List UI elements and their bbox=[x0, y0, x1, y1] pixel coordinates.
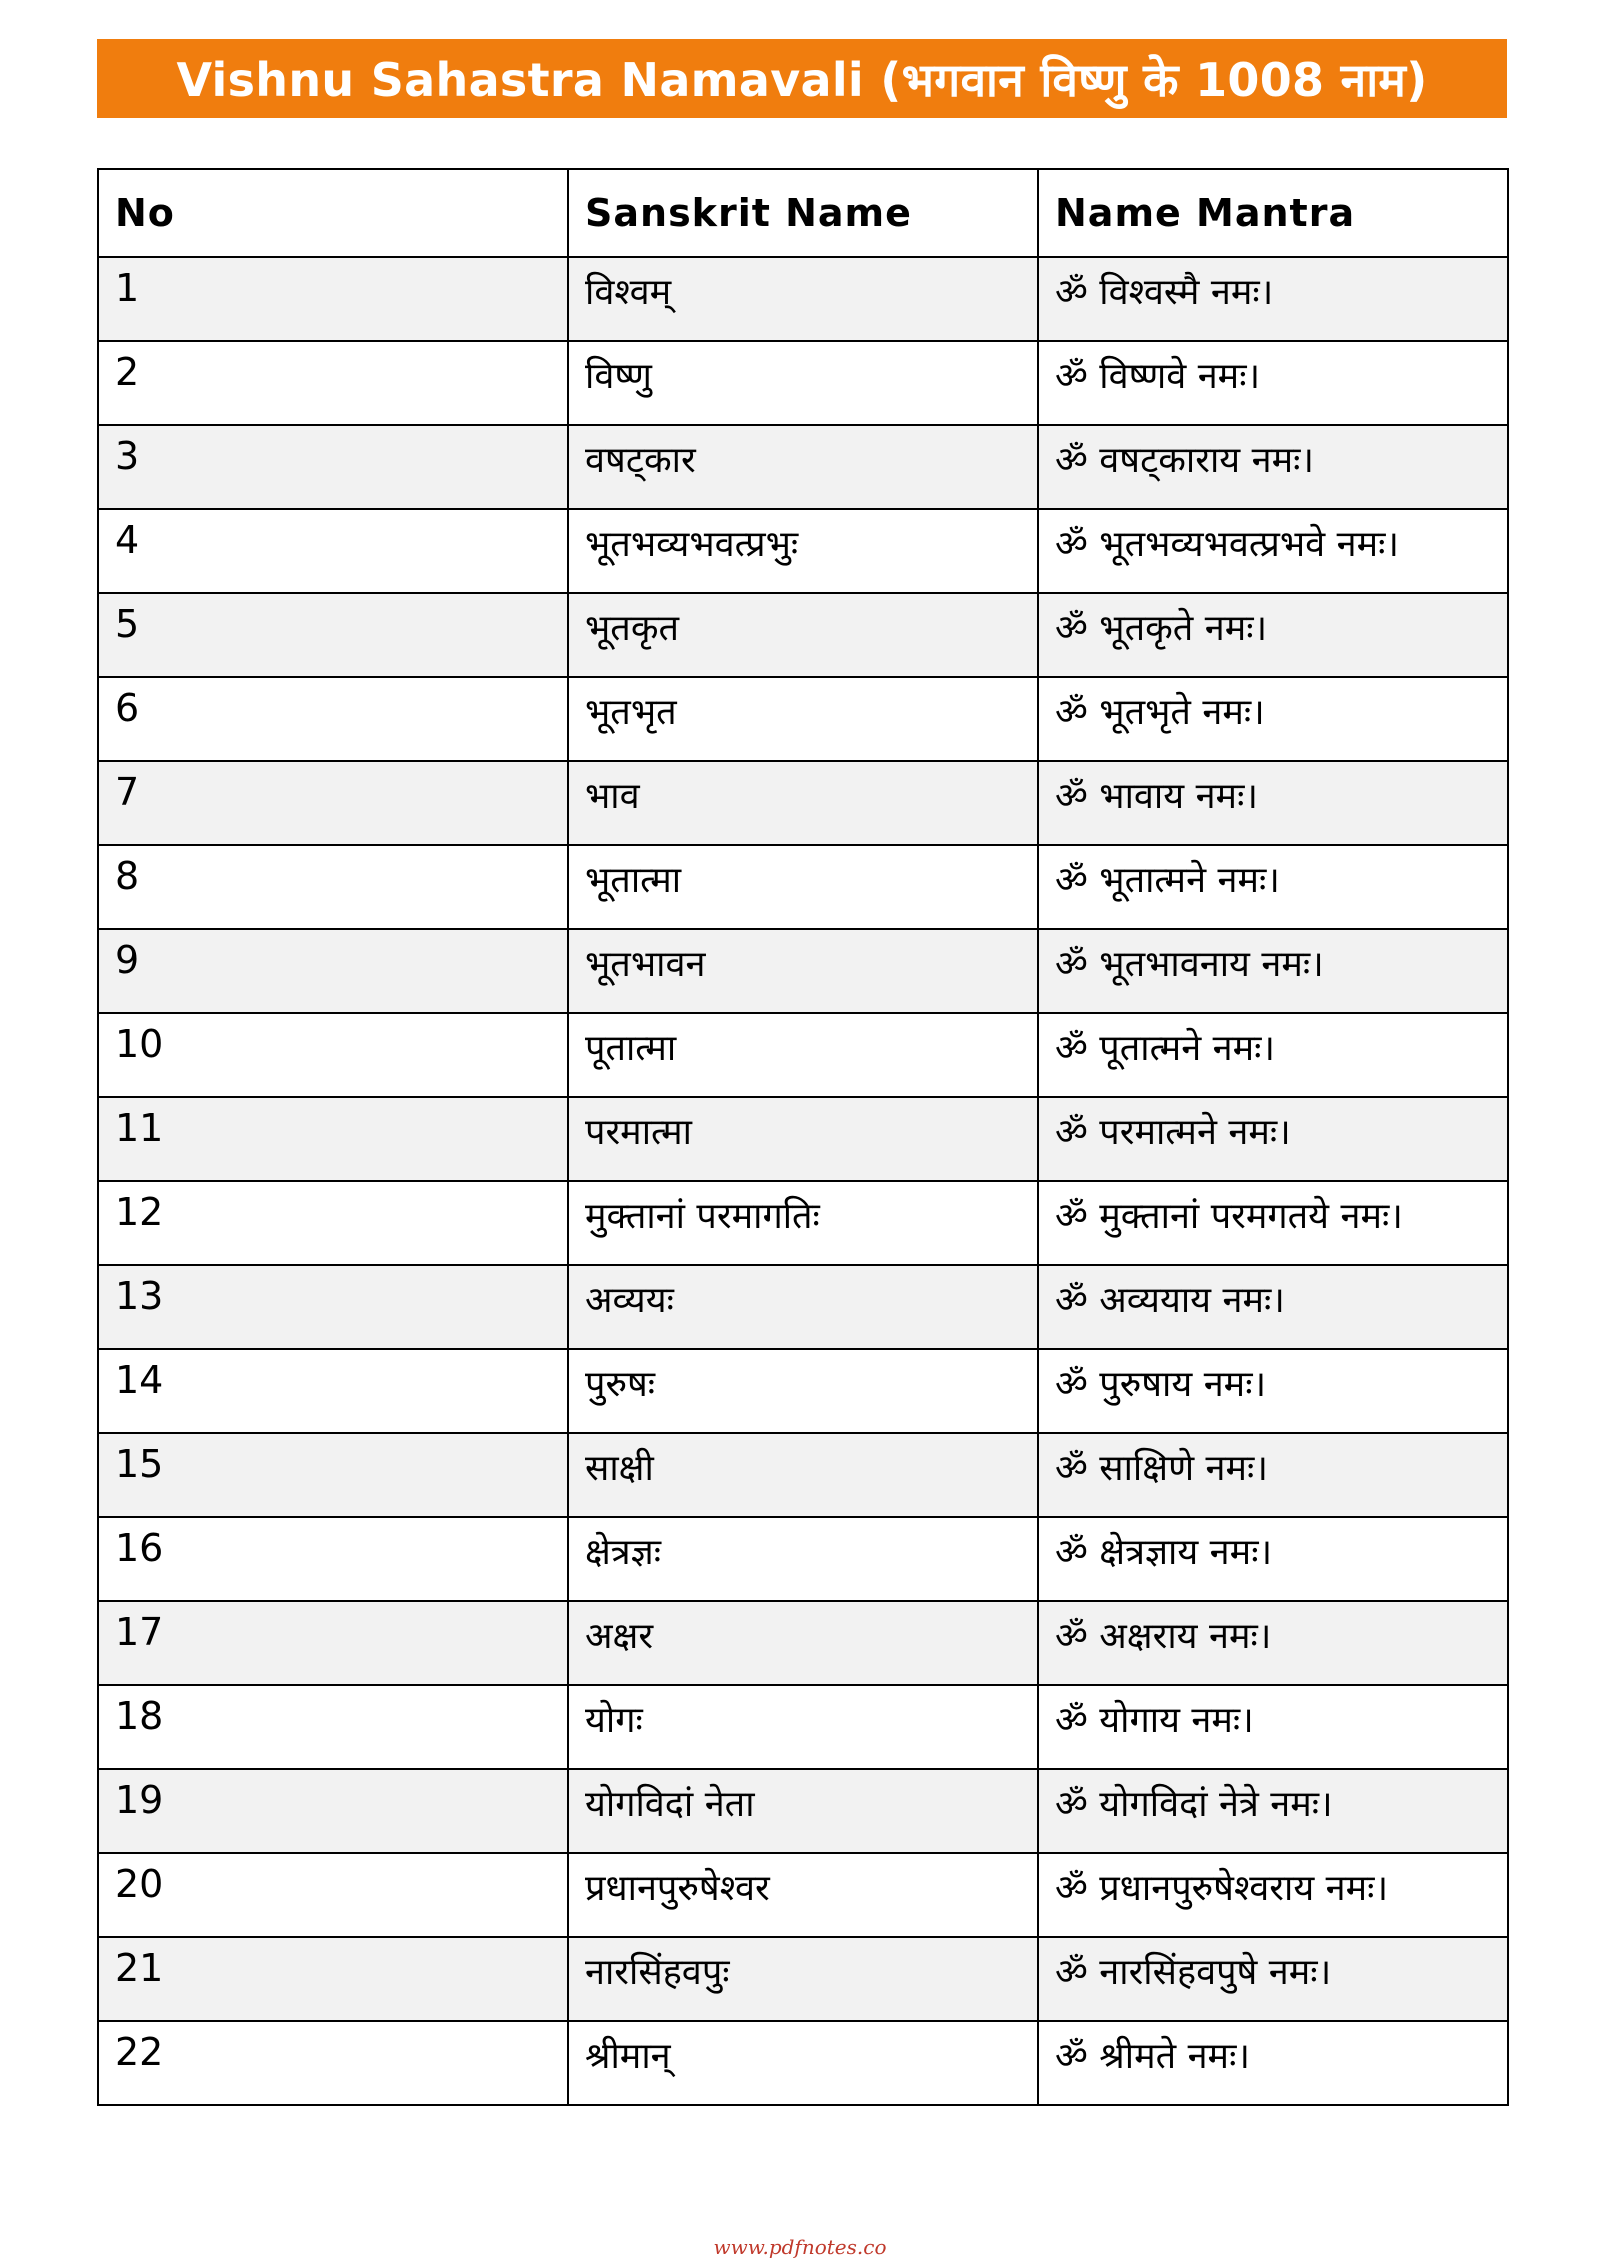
row-number: 4 bbox=[98, 509, 568, 593]
row-number: 22 bbox=[98, 2021, 568, 2105]
row-number: 14 bbox=[98, 1349, 568, 1433]
table-row bbox=[98, 425, 1508, 509]
table-row bbox=[98, 1433, 1508, 1517]
header-name-mantra: Name Mantra bbox=[1038, 169, 1508, 257]
name-mantra: ॐ अव्ययाय नमः। bbox=[1038, 1265, 1508, 1349]
row-number: 9 bbox=[98, 929, 568, 1013]
table-row bbox=[98, 1685, 1508, 1769]
sanskrit-name: क्षेत्रज्ञः bbox=[568, 1517, 1038, 1601]
name-mantra: ॐ वषट्काराय नमः। bbox=[1038, 425, 1508, 509]
sanskrit-name: भूतभावन bbox=[568, 929, 1038, 1013]
table-row bbox=[98, 2021, 1508, 2105]
sanskrit-name: विष्णु bbox=[568, 341, 1038, 425]
page-title: Vishnu Sahastra Namavali (भगवान विष्णु के 1008 नाम) bbox=[176, 52, 1428, 107]
sanskrit-name: योगविदां नेता bbox=[568, 1769, 1038, 1853]
name-mantra: ॐ भूतभावनाय नमः। bbox=[1038, 929, 1508, 1013]
row-number: 10 bbox=[98, 1013, 568, 1097]
row-number: 12 bbox=[98, 1181, 568, 1265]
name-mantra: ॐ भूतात्मने नमः। bbox=[1038, 845, 1508, 929]
name-mantra: ॐ योगविदां नेत्रे नमः। bbox=[1038, 1769, 1508, 1853]
name-mantra: ॐ श्रीमते नमः। bbox=[1038, 2021, 1508, 2105]
row-number: 11 bbox=[98, 1097, 568, 1181]
name-mantra: ॐ भूतकृते नमः। bbox=[1038, 593, 1508, 677]
row-number: 16 bbox=[98, 1517, 568, 1601]
row-number: 19 bbox=[98, 1769, 568, 1853]
table-row bbox=[98, 1517, 1508, 1601]
table-row bbox=[98, 1181, 1508, 1265]
sanskrit-name: अव्ययः bbox=[568, 1265, 1038, 1349]
name-mantra: ॐ विष्णवे नमः। bbox=[1038, 341, 1508, 425]
footer-website: www.pdfnotes.co bbox=[713, 2235, 887, 2259]
table-row bbox=[98, 761, 1508, 845]
sanskrit-name: भूतात्मा bbox=[568, 845, 1038, 929]
table-row bbox=[98, 929, 1508, 1013]
header-no: No bbox=[98, 169, 568, 257]
table-row bbox=[98, 845, 1508, 929]
row-number: 21 bbox=[98, 1937, 568, 2021]
row-number: 1 bbox=[98, 257, 568, 341]
table-row bbox=[98, 677, 1508, 761]
sanskrit-name: भूतभव्यभवत्प्रभुः bbox=[568, 509, 1038, 593]
table-row bbox=[98, 1769, 1508, 1853]
sanskrit-name: प्रधानपुरुषेश्वर bbox=[568, 1853, 1038, 1937]
sanskrit-name: पुरुषः bbox=[568, 1349, 1038, 1433]
header-sanskrit-name: Sanskrit Name bbox=[568, 169, 1038, 257]
table-row bbox=[98, 1097, 1508, 1181]
name-mantra: ॐ भूतभव्यभवत्प्रभवे नमः। bbox=[1038, 509, 1508, 593]
name-mantra: ॐ पुरुषाय नमः। bbox=[1038, 1349, 1508, 1433]
name-mantra: ॐ क्षेत्रज्ञाय नमः। bbox=[1038, 1517, 1508, 1601]
sanskrit-name: भाव bbox=[568, 761, 1038, 845]
sanskrit-name: विश्वम् bbox=[568, 257, 1038, 341]
row-number: 2 bbox=[98, 341, 568, 425]
table-row bbox=[98, 1349, 1508, 1433]
table-row bbox=[98, 1265, 1508, 1349]
name-mantra: ॐ पूतात्मने नमः। bbox=[1038, 1013, 1508, 1097]
table-header-row bbox=[98, 169, 1508, 257]
sanskrit-name: श्रीमान् bbox=[568, 2021, 1038, 2105]
table-row bbox=[98, 593, 1508, 677]
row-number: 7 bbox=[98, 761, 568, 845]
name-mantra: ॐ भूतभृते नमः। bbox=[1038, 677, 1508, 761]
table-row bbox=[98, 341, 1508, 425]
table-row bbox=[98, 1013, 1508, 1097]
sanskrit-name: साक्षी bbox=[568, 1433, 1038, 1517]
sanskrit-name: योगः bbox=[568, 1685, 1038, 1769]
table-row bbox=[98, 1601, 1508, 1685]
title-banner bbox=[97, 39, 1507, 118]
row-number: 15 bbox=[98, 1433, 568, 1517]
name-mantra: ॐ परमात्मने नमः। bbox=[1038, 1097, 1508, 1181]
table-body bbox=[98, 257, 1508, 2105]
row-number: 18 bbox=[98, 1685, 568, 1769]
sanskrit-name: परमात्मा bbox=[568, 1097, 1038, 1181]
row-number: 17 bbox=[98, 1601, 568, 1685]
sanskrit-name: भूतभृत bbox=[568, 677, 1038, 761]
name-mantra: ॐ योगाय नमः। bbox=[1038, 1685, 1508, 1769]
table-row bbox=[98, 1853, 1508, 1937]
name-mantra: ॐ मुक्तानां परमगतये नमः। bbox=[1038, 1181, 1508, 1265]
row-number: 5 bbox=[98, 593, 568, 677]
row-number: 3 bbox=[98, 425, 568, 509]
name-mantra: ॐ विश्वस्मै नमः। bbox=[1038, 257, 1508, 341]
sanskrit-name: अक्षर bbox=[568, 1601, 1038, 1685]
row-number: 20 bbox=[98, 1853, 568, 1937]
names-table bbox=[97, 168, 1509, 2106]
sanskrit-name: भूतकृत bbox=[568, 593, 1038, 677]
name-mantra: ॐ अक्षराय नमः। bbox=[1038, 1601, 1508, 1685]
sanskrit-name: मुक्तानां परमागतिः bbox=[568, 1181, 1038, 1265]
name-mantra: ॐ नारसिंहवपुषे नमः। bbox=[1038, 1937, 1508, 2021]
name-mantra: ॐ प्रधानपुरुषेश्वराय नमः। bbox=[1038, 1853, 1508, 1937]
name-mantra: ॐ साक्षिणे नमः। bbox=[1038, 1433, 1508, 1517]
sanskrit-name: नारसिंहवपुः bbox=[568, 1937, 1038, 2021]
sanskrit-name: पूतात्मा bbox=[568, 1013, 1038, 1097]
row-number: 6 bbox=[98, 677, 568, 761]
row-number: 8 bbox=[98, 845, 568, 929]
table-row bbox=[98, 509, 1508, 593]
sanskrit-name: वषट्कार bbox=[568, 425, 1038, 509]
table-row bbox=[98, 257, 1508, 341]
name-mantra: ॐ भावाय नमः। bbox=[1038, 761, 1508, 845]
table-row bbox=[98, 1937, 1508, 2021]
row-number: 13 bbox=[98, 1265, 568, 1349]
